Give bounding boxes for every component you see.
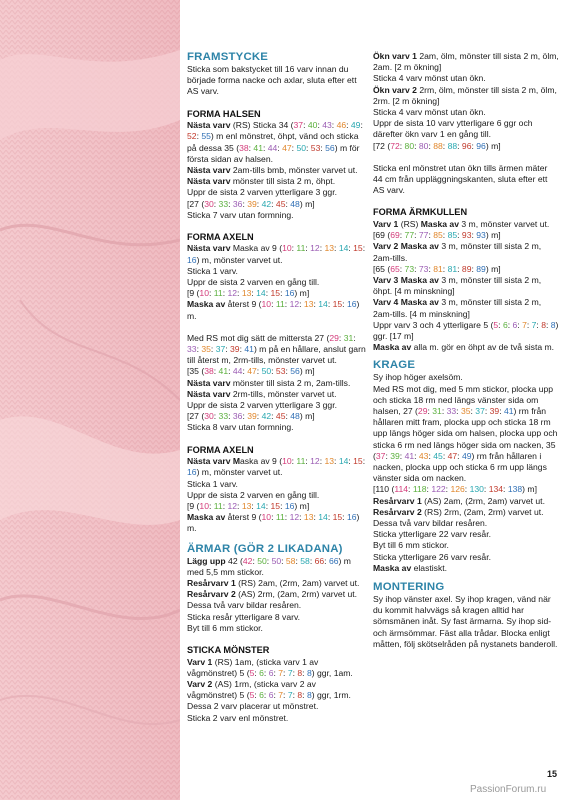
step-label: Nästa varv: [187, 388, 231, 399]
paragraph: Uppr de sista 2 varven ytterligare 3 ggr.: [187, 400, 337, 411]
step-label: Varv 2 Maska av: [373, 241, 439, 252]
step-text: återst 9 (10: 11: 12: 13: 14: 15: 16) m.: [187, 299, 360, 321]
step-text: (RS) 2am, (2rm, 2am) varvet ut.: [235, 578, 360, 589]
step-text: mönster till sista 2 m, öhpt.: [230, 176, 336, 187]
step-text: 3 m, mönster till sista 2 m, öhpt. [4 m minskning]: [373, 274, 542, 297]
paragraph: [187, 556, 367, 578]
paragraph: [373, 496, 559, 507]
subsection-title-forma-halsen: FORMA HALSEN: [187, 108, 261, 119]
paragraph: [187, 679, 367, 701]
subsection-title-forma-axeln: FORMA AXELN: [187, 444, 254, 455]
stitch-count: [110 (114: 118: 122: 126: 130: 134: 138) m]: [373, 484, 537, 495]
left-column: [187, 51, 367, 724]
paragraph: Uppr varv 3 och 4 ytterligare 5 (5: 6: 6: 7: 7: 8: 8) ggr. [17 m]: [373, 319, 559, 341]
step-label: Maska av: [187, 512, 226, 523]
paragraph: Uppr de sista 2 varven en gång till.: [187, 489, 320, 500]
step-label: Nästa varv M: [187, 456, 241, 467]
paragraph: Dessa två varv bildar resåren.: [373, 518, 488, 529]
paragraph: [373, 85, 559, 107]
stitch-count: [35 (38: 41: 44: 47: 50: 53: 56) m]: [187, 366, 315, 377]
paragraph: Sticka ytterligare 26 varv resår.: [373, 551, 491, 562]
paragraph: Dessa 2 varv placerar ut mönstret.: [187, 701, 319, 712]
step-label: Nästa varv: [187, 176, 231, 187]
paragraph: [373, 563, 559, 574]
paragraph: [373, 342, 559, 353]
subsection-title-forma-axeln: FORMA AXELN: [187, 231, 254, 242]
step-label: Resårvarv 2: [187, 589, 236, 600]
paragraph: [187, 389, 367, 400]
stitch-count: [9 (10: 11: 12: 13: 14: 15: 16) m]: [187, 288, 310, 299]
step-text: 42 (42: 50: 50: 58: 58: 66: 66) m med 5,5 mm stickor.: [187, 555, 351, 577]
paragraph: [373, 275, 559, 297]
paragraph: [187, 165, 367, 176]
step-text: Maska av 9 (10: 11: 12: 13: 14: 15: 16) m, mönster varvet ut.: [187, 243, 366, 265]
paragraph: Uppr de sista 10 varv ytterligare 6 ggr och därefter ökn varv 1 en gång till.: [373, 118, 533, 140]
step-label: Varv 3 Maska av: [373, 274, 439, 285]
paragraph: Sticka 1 varv.: [187, 265, 238, 276]
step-label: Maska av: [373, 562, 412, 573]
knit-sweater-photo: [0, 0, 180, 800]
watermark-credit: PassionForum.ru: [470, 784, 547, 795]
section-title-armar: ÄRMAR (GÖR 2 LIKADANA): [187, 542, 343, 555]
step-text: 3 m, mönster till sista 2 m, 2am-tills. [4 m minskning]: [373, 297, 542, 319]
paragraph: [373, 241, 559, 263]
page-number: 15: [547, 769, 558, 779]
paragraph: [187, 512, 367, 534]
paragraph: Uppr de sista 2 varven ytterligare 3 ggr.: [187, 187, 337, 198]
step-label: Varv 4 Maska av: [373, 297, 439, 308]
paragraph: Sticka 8 varv utan formning.: [187, 422, 294, 433]
step-text: 2rm, ölm, mönster till sista 2 m, ölm, 2rm. [2 m ökning]: [373, 84, 557, 106]
step-text: (AS) 2rm, (2am, 2rm) varvet ut.: [235, 589, 358, 600]
step-text: 3 m, mönster varvet ut.: [459, 218, 550, 229]
stitch-count: [72 (72: 80: 80: 88: 88: 96: 96) m]: [373, 140, 501, 151]
step-text: mönster till sista 2 m, 2am-tills.: [230, 377, 351, 388]
paragraph: [373, 297, 559, 319]
step-text: (RS): [398, 218, 421, 229]
paragraph: Sticka enl mönstret utan ökn tills ärmen mäter 44 cm från uppläggningskanten, sluta efter ett AS varv.: [373, 162, 548, 196]
step-text: återst 9 (10: 11: 12: 13: 14: 15: 16) m.: [187, 512, 360, 534]
step-text: 2am-tills bmb, mönster varvet ut.: [230, 164, 358, 175]
step-text: (AS) 2am, (2rm, 2am) varvet ut.: [421, 495, 545, 506]
stitch-count: [69 (69: 77: 77: 85: 85: 93: 93) m]: [373, 230, 501, 241]
step-label: Nästa varv: [187, 164, 231, 175]
paragraph: Med RS mot dig sätt de mittersta 27 (29: 31: 33: 35: 37: 39: 41) m på en hållare, anslut garn till återst m, 2rm-tills, mönster varvet ut.: [187, 332, 366, 366]
paragraph: Sy ihop vänster axel. Sy ihop kragen, vänd när du kommit halvvägs så kragen alltid har sömsmänen inåt. Sy fast ärmarna. Sy ihop sid- och ärmsömmar. Fäst alla trådar. Blocka enligt måtten, följ skötselråden på nystanets banderoll.: [373, 594, 558, 649]
paragraph: [187, 176, 367, 187]
paragraph: Byt till 6 mm stickor.: [373, 540, 449, 551]
paragraph: [187, 120, 367, 165]
paragraph: Sticka 4 varv mönst utan ökn.: [373, 107, 486, 118]
stitch-count: [27 (30: 33: 36: 39: 42: 45: 48) m]: [187, 198, 315, 209]
step-label: Nästa varv: [187, 243, 231, 254]
paragraph: Sticka 2 varv enl mönstret.: [187, 712, 289, 723]
step-text: (RS) 1am, (sticka varv 1 av vågmönstret) 5 (5: 6: 6: 7: 7: 8: 8) ggr, 1am.: [187, 656, 353, 678]
step-text: (RS) Sticka 34 (37: 40: 43: 46: 49: 52: 55) m enl mönstret, öhpt, vänd och sticka på dessa 35 (38: 41: 44: 47: 50: 53: 56) m för första sidan av halsen.: [187, 120, 363, 164]
stitch-count: [9 (10: 11: 12: 13: 14: 15: 16) m]: [187, 501, 310, 511]
step-label: Resårvarv 2: [373, 506, 422, 517]
paragraph: Byt till 6 mm stickor.: [187, 622, 263, 633]
paragraph: [187, 657, 367, 679]
step-text: 2rm-tills, mönster varvet ut.: [230, 388, 337, 399]
step-label: Lägg upp: [187, 555, 226, 566]
paragraph: [187, 456, 367, 478]
subsection-title-sticka-monster: STICKA MÖNSTER: [187, 645, 270, 656]
stitch-count: [65 (65: 73: 73: 81: 81: 89: 89) m]: [373, 263, 501, 274]
step-text: alla m. gör en öhpt av de två sista m.: [411, 342, 555, 353]
paragraph: Sticka resår ytterligare 8 varv.: [187, 611, 301, 622]
step-label: Maska av: [420, 218, 459, 229]
subsection-title-forma-armkullen: FORMA ÄRMKULLEN: [373, 207, 468, 218]
paragraph: [187, 578, 367, 589]
step-label: Nästa varv: [187, 120, 231, 131]
paragraph: [187, 589, 367, 600]
step-label: Maska av: [187, 299, 226, 310]
paragraph: [373, 507, 559, 518]
paragraph: [187, 243, 367, 265]
paragraph: [373, 51, 559, 73]
step-text: (RS) 2rm, (2am, 2rm) varvet ut.: [421, 506, 544, 517]
right-column: [373, 51, 559, 650]
step-text: 2am, ölm, mönster till sista 2 m, ölm, 2am. [2 m ökning]: [373, 51, 559, 73]
step-label: Varv 2: [187, 678, 213, 689]
step-text: 3 m, mönster till sista 2 m, 2am-tills.: [373, 241, 542, 263]
step-label: Ökn varv 2: [373, 84, 417, 95]
step-label: Resårvarv 1: [187, 578, 236, 589]
paragraph: [373, 219, 559, 230]
paragraph: Sticka 1 varv.: [187, 478, 238, 489]
step-text: elastiskt.: [411, 562, 448, 573]
section-title-krage: KRAGE: [373, 359, 416, 372]
paragraph: Med RS mot dig, med 5 mm stickor, plocka upp och sticka 18 rm ned längs vänster sida om halsen, 27 (29: 31: 33: 35: 37: 39: 41) rm från hållaren mitt fram, plocka upp och sticka 18 rm upp längs höger sida om halsen, plocka upp och sticka 6 rm ned längs höger sida om nacken, 35 (37: 39: 41: 43: 45: 47: 49) rm från hållaren i nacken, plocka upp och sticka 6 rm upp längs vänster sida om nacken.: [373, 383, 558, 484]
paragraph: [187, 299, 367, 321]
stitch-count: [27 (30: 33: 36: 39: 42: 45: 48) m]: [187, 411, 315, 422]
paragraph: Sy ihop höger axelsöm.: [373, 372, 463, 383]
step-text: aska av 9 (10: 11: 12: 13: 14: 15: 16) m, mönster varvet ut.: [187, 456, 366, 478]
section-title-framstycke: FRAMSTYCKE: [187, 51, 269, 63]
section-title-montering: MONTERING: [373, 581, 445, 594]
paragraph: [187, 378, 367, 389]
paragraph: Sticka 7 varv utan formning.: [187, 209, 294, 220]
paragraph: Dessa två varv bildar resåren.: [187, 600, 302, 611]
paragraph: Sticka som bakstycket till 16 varv innan du började forma nacke och axlar, sluta efter ett AS varv.: [187, 64, 357, 97]
paragraph: Sticka 4 varv mönst utan ökn.: [373, 73, 486, 84]
step-label: Resårvarv 1: [373, 495, 422, 506]
paragraph: Uppr de sista 2 varven en gång till.: [187, 277, 320, 288]
step-label: Nästa varv: [187, 377, 231, 388]
step-label: Varv 1: [373, 218, 399, 229]
paragraph: Sticka ytterligare 22 varv resår.: [373, 529, 491, 540]
step-label: Maska av: [373, 342, 412, 353]
step-label: Varv 1: [187, 656, 213, 667]
step-label: Ökn varv 1: [373, 51, 417, 61]
step-text: (AS) 1rm, (sticka varv 2 av vågmönstret) 5 (5: 6: 6: 7: 7: 8: 8) ggr, 1rm.: [187, 678, 351, 701]
